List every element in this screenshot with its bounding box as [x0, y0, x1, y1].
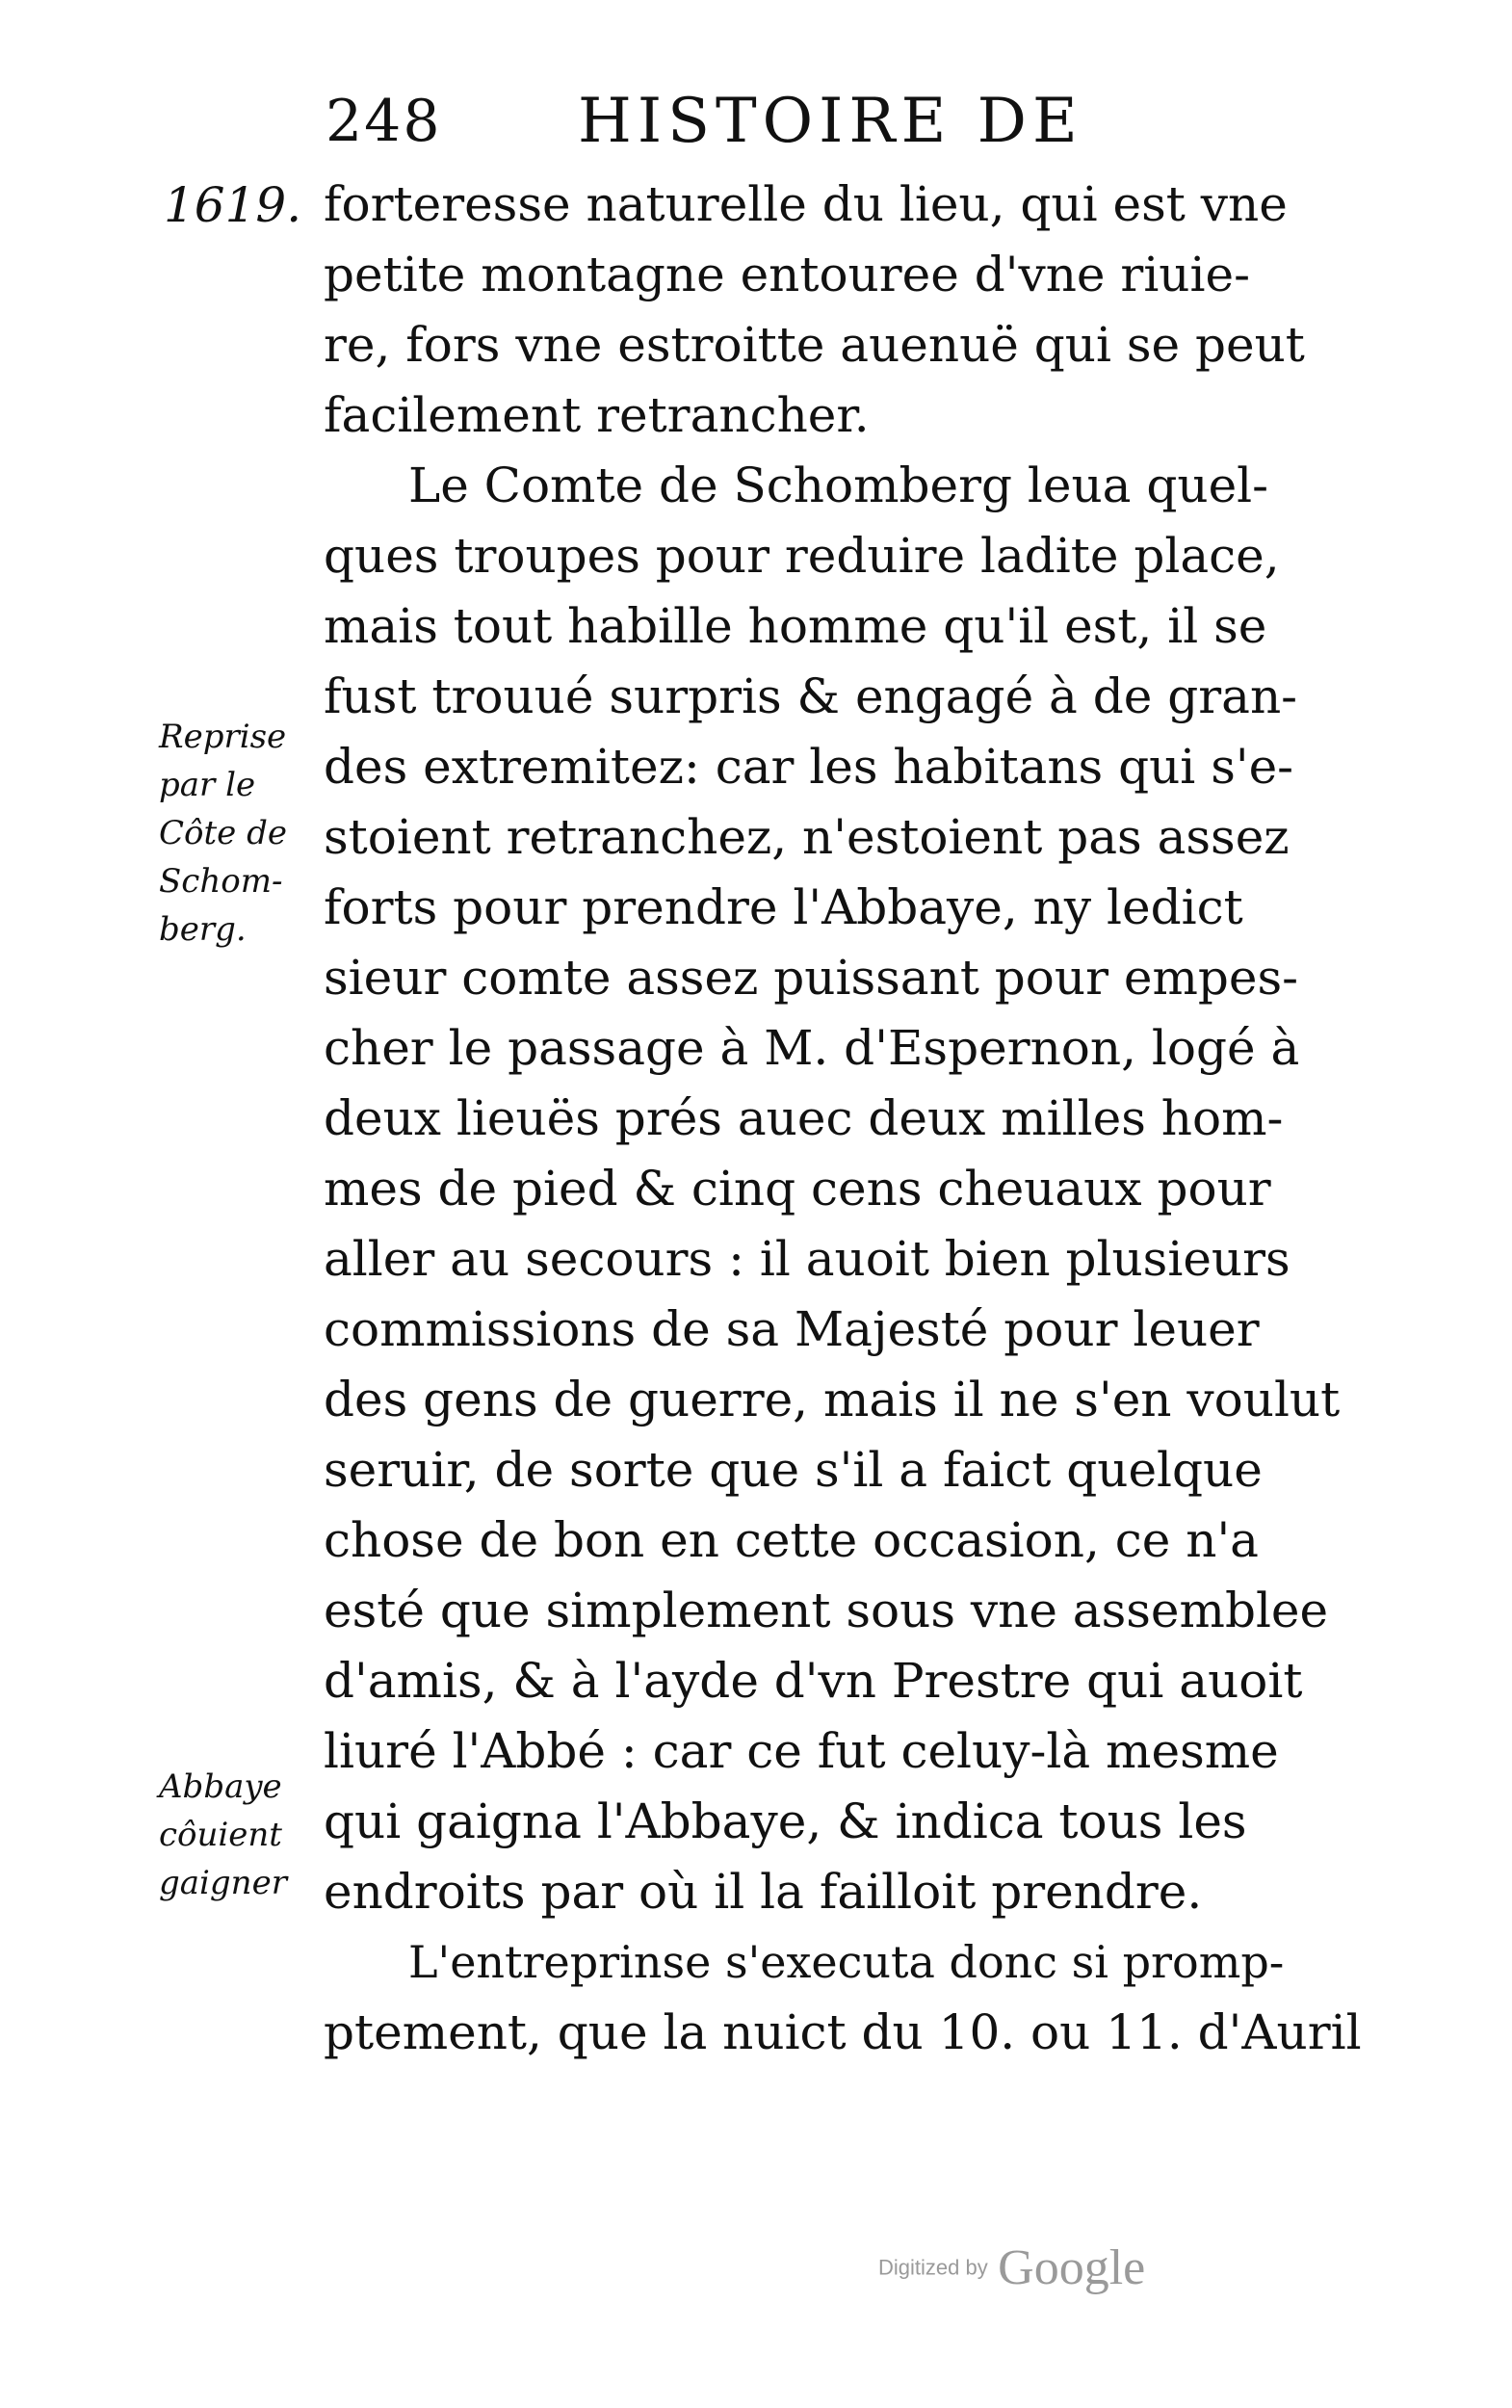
text-line: seruir, de sorte que s'il a faict quelque: [324, 1442, 1263, 1498]
text-line: mais tout habille homme qu'il est, il se: [324, 598, 1267, 654]
text-line: commissions de sa Majesté pour leuer: [324, 1301, 1260, 1357]
text-line: Le Comte de Schomberg leua quel-: [408, 458, 1269, 513]
margin-note-line: berg.: [159, 910, 247, 949]
margin-note-line: gaigner: [159, 1864, 287, 1902]
text-line: deux lieuës prés auec deux milles hom-: [324, 1090, 1284, 1146]
text-line: qui gaigna l'Abbaye, & indica tous les: [324, 1793, 1247, 1849]
watermark-prefix: Digitized by: [878, 2255, 988, 2280]
text-line: d'amis, & à l'ayde d'vn Prestre qui auoit: [324, 1653, 1303, 1709]
text-line: facilement retrancher.: [324, 387, 870, 443]
page-number: 248: [326, 88, 442, 155]
text-line: cher le passage à M. d'Espernon, logé à: [324, 1020, 1300, 1076]
text-line: sieur comte assez puissant pour empes-: [324, 950, 1299, 1006]
text-line: liuré l'Abbé : car ce fut celuy-là mesme: [324, 1723, 1279, 1779]
text-line: chose de bon en cette occasion, ce n'a: [324, 1512, 1259, 1568]
margin-note-line: Schom-: [159, 862, 283, 901]
text-line: forteresse naturelle du lieu, qui est vne: [324, 176, 1288, 232]
margin-note-line: Côte de: [159, 814, 287, 852]
year-marker: 1619.: [164, 177, 302, 233]
margin-note-line: Abbaye: [159, 1767, 282, 1806]
digitized-watermark: [878, 2239, 1145, 2296]
text-line: fust trouué surpris & engagé à de gran-: [324, 668, 1298, 724]
body-text: [324, 170, 1373, 2068]
margin-note-line: côuient: [159, 1816, 282, 1854]
text-line: re, fors vne estroitte auenuë qui se peut: [324, 317, 1305, 373]
text-line: L'entreprinse s'executa donc si promp-: [408, 1936, 1285, 1988]
text-line: des gens de guerre, mais il ne s'en voulut: [324, 1372, 1341, 1427]
text-line: ques troupes pour reduire ladite place,: [324, 528, 1280, 584]
watermark-brand: Google: [998, 2240, 1146, 2295]
margin-note-abbaye: [159, 1763, 323, 1907]
text-line: mes de pied & cinq cens cheuaux pour: [324, 1161, 1271, 1217]
text-line: endroits par où il la failloit prendre.: [324, 1864, 1203, 1920]
text-line: ptement, que la nuict du 10. ou 11. d'Auril: [324, 2004, 1362, 2060]
text-line: des extremitez: car les habitans qui s'e-: [324, 739, 1294, 795]
text-line: stoient retranchez, n'estoient pas assez: [324, 809, 1290, 865]
text-line: forts pour prendre l'Abbaye, ny ledict: [324, 879, 1243, 935]
text-line: petite montagne entouree d'vne riuie-: [324, 247, 1250, 302]
text-line: esté que simplement sous vne assemblee: [324, 1583, 1329, 1638]
margin-note-line: par le: [159, 766, 256, 804]
page-header: [0, 77, 1512, 164]
text-line: aller au secours : il auoit bien plusieurs: [324, 1231, 1290, 1287]
margin-note-reprise: [159, 713, 323, 954]
margin-note-line: Reprise: [159, 718, 287, 756]
running-title: HISTOIRE DE: [578, 86, 1083, 157]
